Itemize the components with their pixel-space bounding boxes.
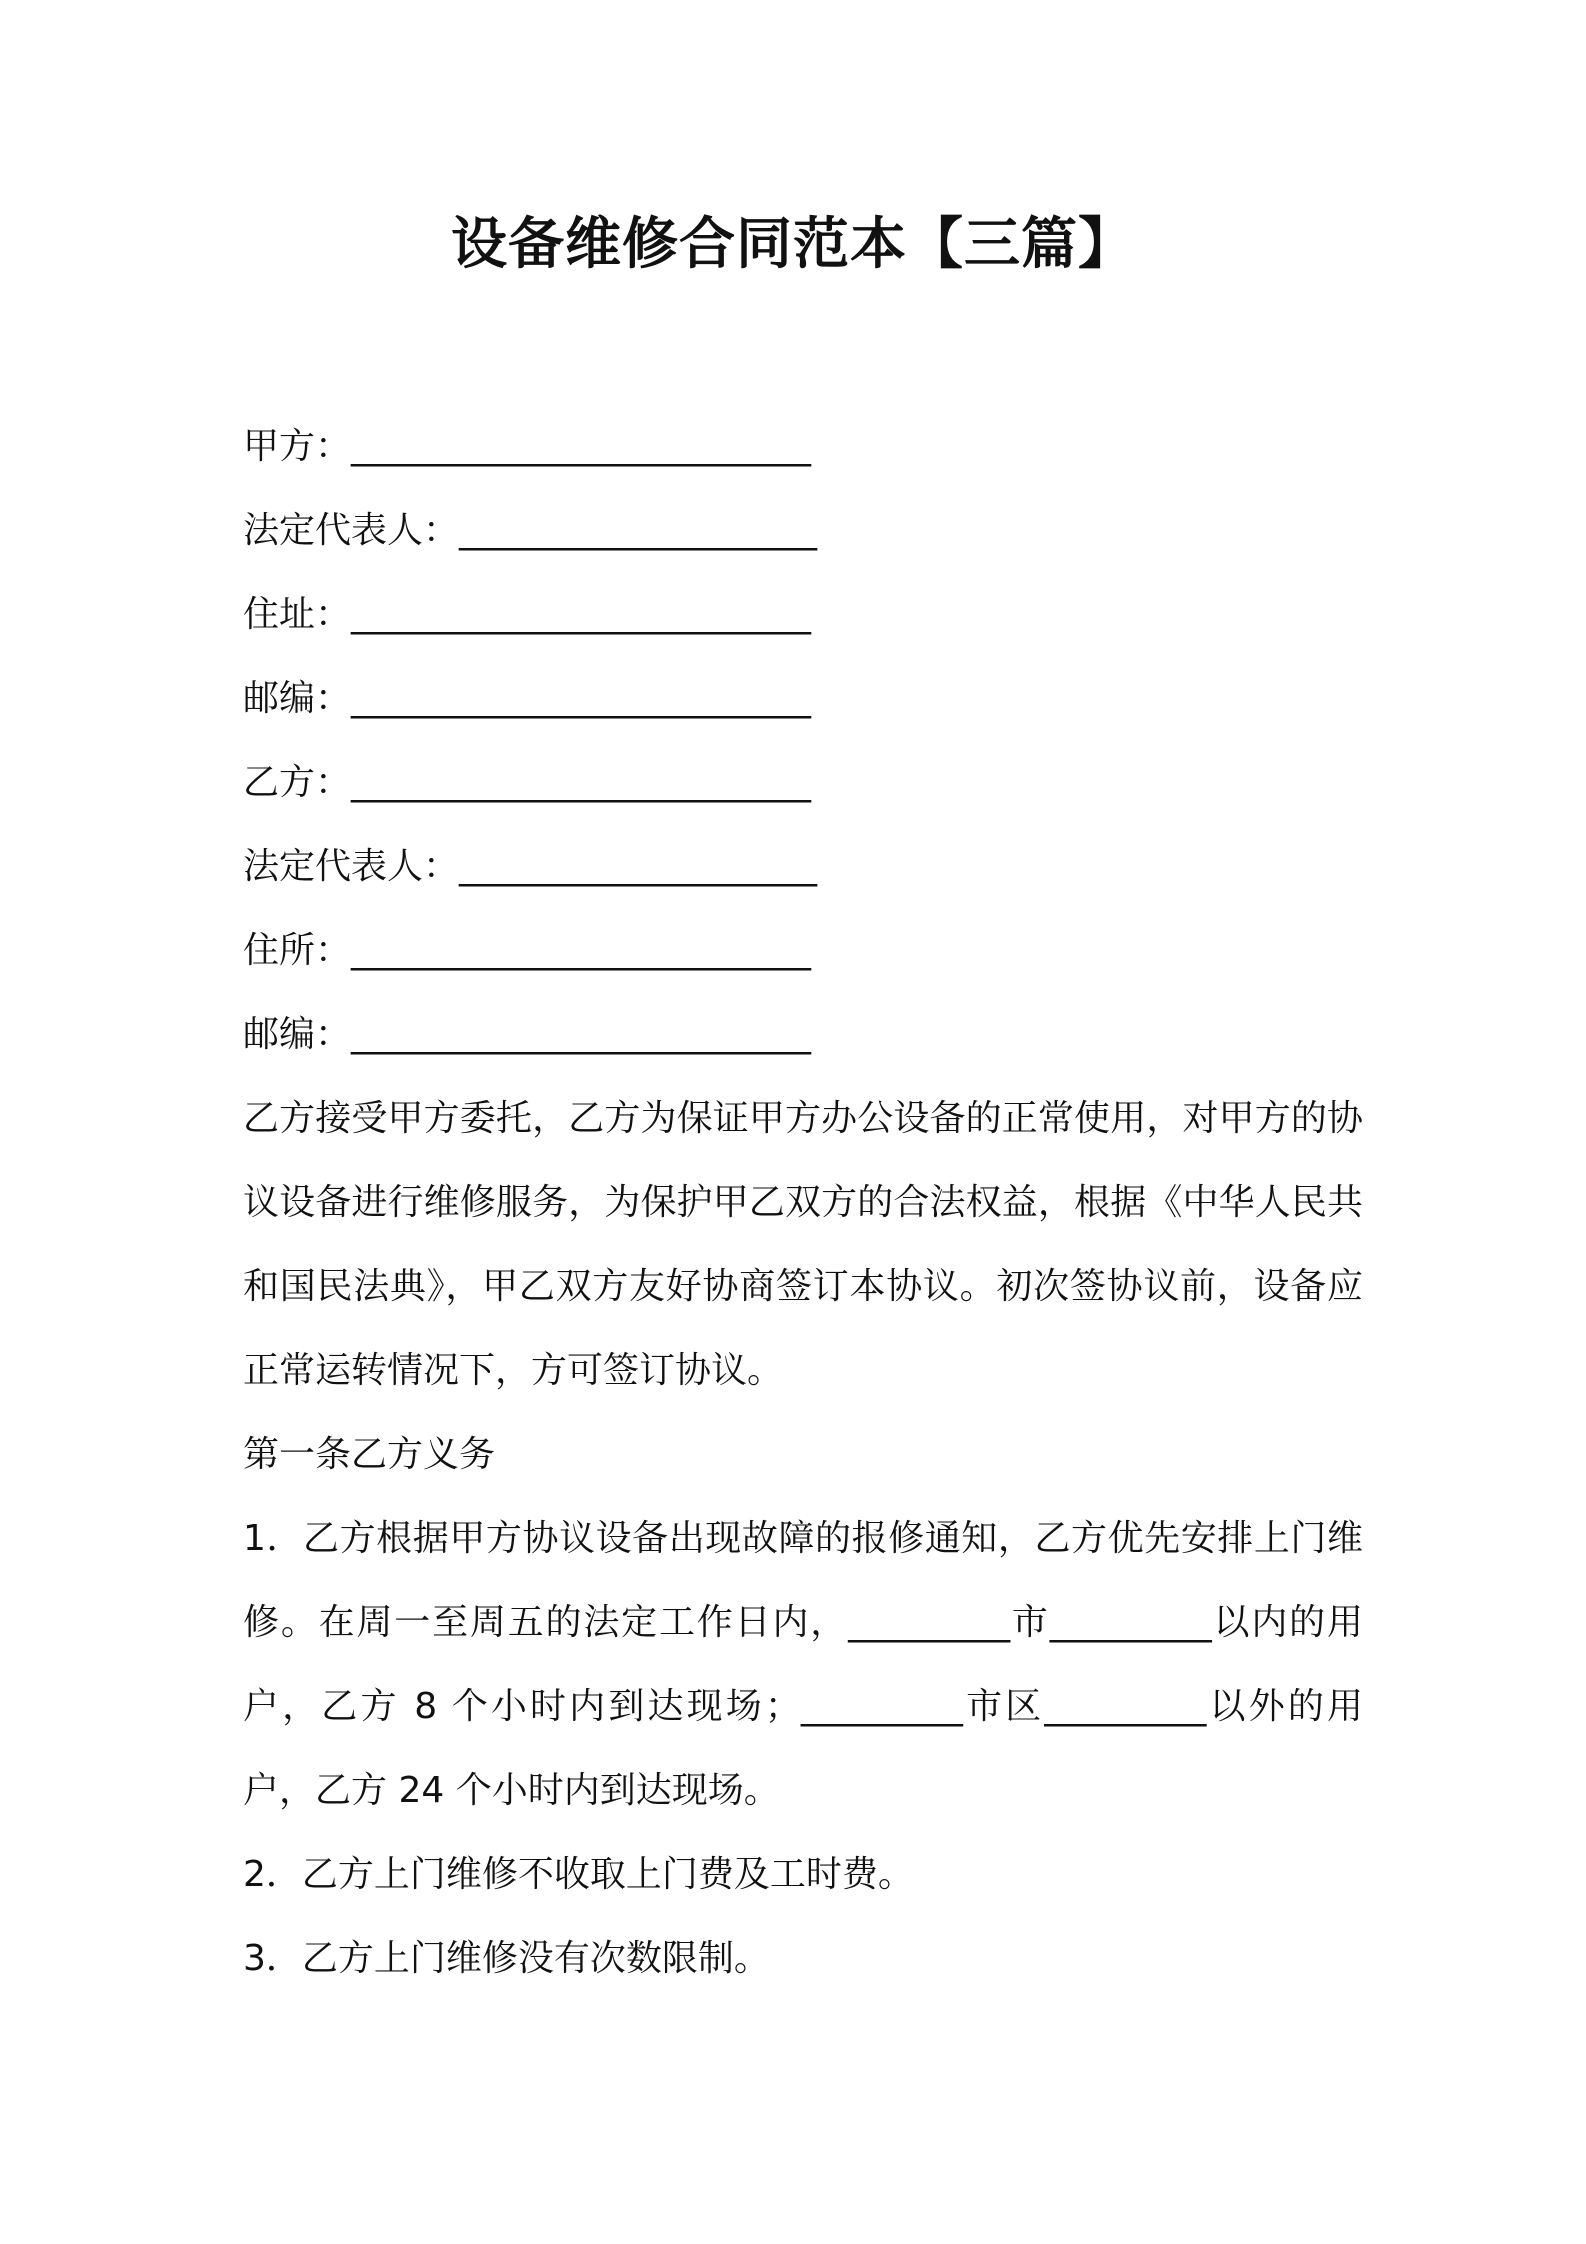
document-body — [243, 405, 1363, 2001]
fill-blank: _____________________ — [459, 510, 817, 551]
field-label: 法定代表人： — [243, 846, 460, 887]
party-a-postcode-field — [243, 657, 1363, 741]
document-title: 设备维修合同范本【三篇】 — [451, 212, 1135, 277]
party-b-representative-field — [243, 825, 1363, 909]
fill-blank: ___________________________ — [351, 426, 811, 467]
party-a-representative-field — [243, 489, 1363, 573]
field-label: 甲方： — [243, 426, 352, 467]
fill-blank: ___________________________ — [351, 930, 811, 971]
article-1-item-1: 1．乙方根据甲方协议设备出现故障的报修通知，乙方优先安排上门维修。在周一至周五的法定工作日内，_________市_________以内的用户，乙方 8 个小时内到达现场；_________市区_________以外的用户，乙方 24 个小时内到达现场。 — [243, 1518, 1363, 1811]
party-a-field — [243, 405, 1363, 489]
party-b-residence-field — [243, 909, 1363, 993]
field-label: 住所： — [243, 930, 352, 971]
fill-blank: ___________________________ — [351, 678, 811, 719]
fill-blank: ___________________________ — [351, 762, 811, 803]
field-label: 邮编： — [243, 1014, 352, 1055]
field-label: 邮编： — [243, 678, 352, 719]
field-label: 住址： — [243, 594, 352, 635]
fill-blank: _____________________ — [459, 846, 817, 887]
party-a-address-field — [243, 573, 1363, 657]
field-label: 法定代表人： — [243, 510, 460, 551]
party-b-field — [243, 741, 1363, 825]
article-1-item-2: 2．乙方上门维修不收取上门费及工时费。 — [243, 1854, 914, 1895]
article-1-item-3: 3．乙方上门维修没有次数限制。 — [243, 1938, 770, 1979]
intro-paragraph: 乙方接受甲方委托，乙方为保证甲方办公设备的正常使用，对甲方的协议设备进行维修服务，为保护甲乙双方的合法权益，根据《中华人民共和国民法典》，甲乙双方友好协商签订本协议。初次签协议前，设备应正常运转情况下，方可签订协议。 — [243, 1098, 1363, 1391]
fill-blank: ___________________________ — [351, 1014, 811, 1055]
fill-blank: ___________________________ — [351, 594, 811, 635]
article-1-heading: 第一条乙方义务 — [243, 1434, 496, 1475]
party-b-postcode-field — [243, 993, 1363, 1077]
field-label: 乙方： — [243, 762, 352, 803]
